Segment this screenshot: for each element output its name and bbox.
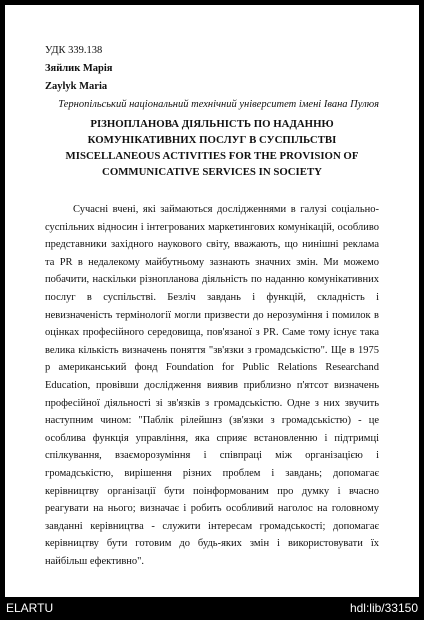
title-line: MISCELLANEOUS ACTIVITIES FOR THE PROVISION OF bbox=[65, 150, 359, 162]
title-line: КОМУНІКАТИВНИХ ПОСЛУГ В СУСПІЛЬСТВІ bbox=[87, 134, 337, 146]
body-paragraph: Сучасні вчені, які займаються дослідженнями в галузі соціально-суспільних відносин і інтегрованих маркетингових комунікацій, особливо представники західного наукового світу, вважають, що нинішні реклама та PR в недалекому майбутньому зазнають значних змін. Ми можемо побачити, наскільки різнопланова діяльність по наданню комунікативних послуг в суспільстві. Безліч завдань і функцій, складність і невизначеність термінології могли призвести до нерозуміння і помилок в оцінках професійного середовища, пов'язаної з PR. Саме тому існує така велика кількість визначень поняття "зв'язки з громадськістю". Ще в 1975 р американський фонд Foundation for Public Relations Researchand Education, провівши дослідження виявив приблизно п'ятсот визначень професійної діяльності зі зв'язків з громадськістю. Одне з них звучить наступним чином: "Паблік рілейшнз (зв'язки з громадськістю) - це особлива функція управління, яка сприяє встановленню і підтримці спілкування, взаєморозуміння і співпраці між організацією і громадськістю, вирішення різних проблем і завдань; допомагає керівництву організації бути поінформованим про думку і вчасно реагувати на нього; визначає і робить особливий наголос на головному завданні керівництва - служити інтересам громадськості; допомагає керівництву бути готовим до будь-яких змін і використовувати їх найбільш ефективно". bbox=[45, 204, 379, 567]
title-line: COMMUNICATIVE SERVICES IN SOCIETY bbox=[102, 166, 322, 178]
title-line: РІЗНОПЛАНОВА ДІЯЛЬНІСТЬ ПО НАДАННЮ bbox=[90, 118, 334, 130]
author-name-ukrainian: Зяйлик Марія bbox=[45, 63, 113, 74]
udc-code: УДК 339.138 bbox=[45, 45, 103, 56]
document-page bbox=[5, 5, 419, 597]
repository-name: ELARTU bbox=[6, 601, 54, 615]
paper-title bbox=[45, 116, 379, 180]
author-affiliation: Тернопільський національний технічний університет імені Івана Пулюя bbox=[58, 99, 379, 110]
author-name-english: Zaylyk Maria bbox=[45, 81, 108, 92]
handle-identifier: hdl:lib/33150 bbox=[349, 601, 418, 615]
repository-footer bbox=[0, 597, 424, 620]
